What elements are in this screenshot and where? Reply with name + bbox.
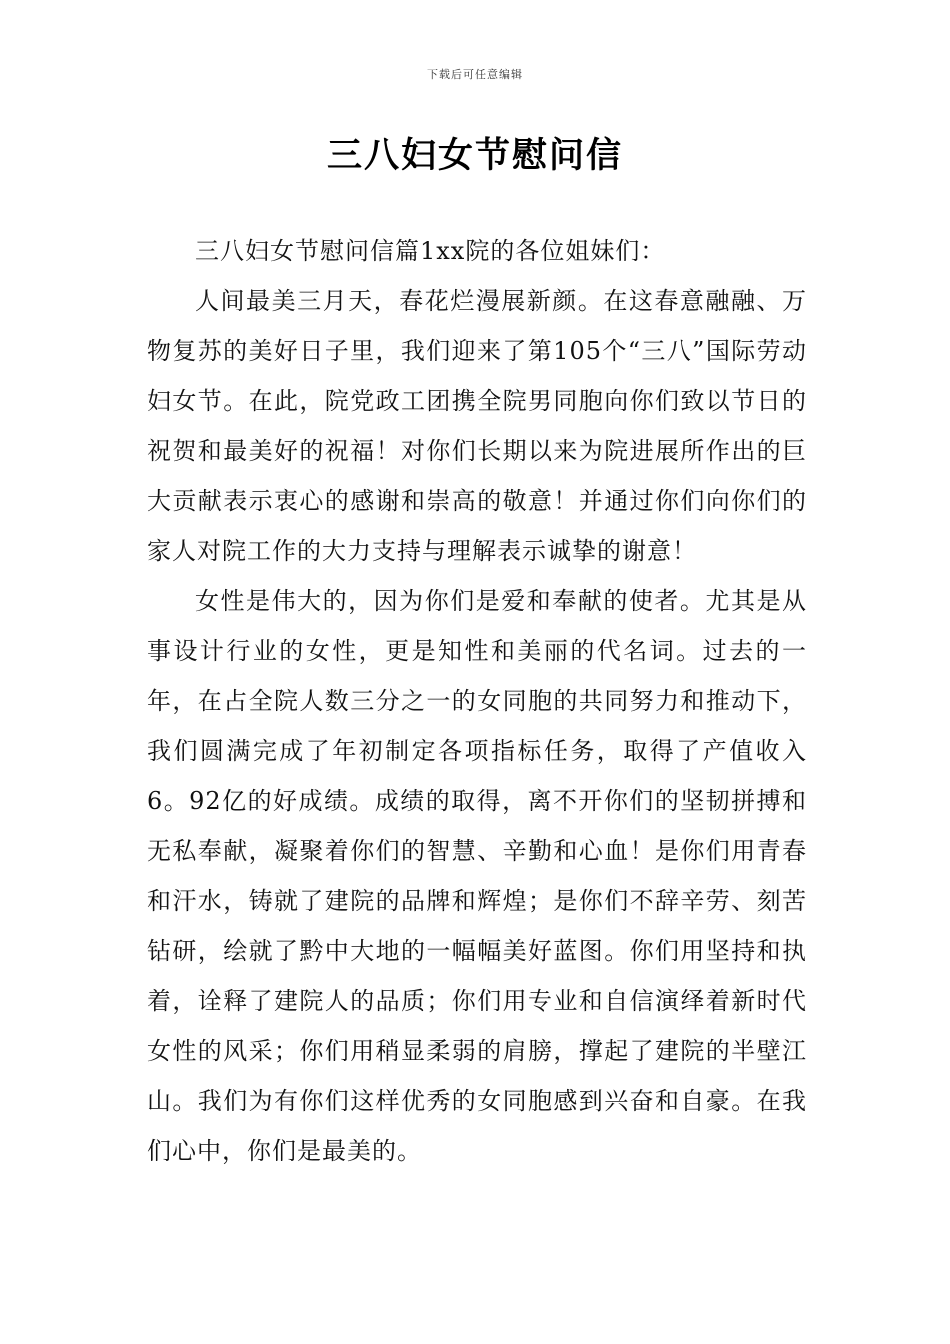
document-body [147,226,807,1176]
paragraph-1: 人间最美三月天，春花烂漫展新颜。在这春意融融、万物复苏的美好日子里，我们迎来了第105个“三八”国际劳动妇女节。在此，院党政工团携全院男同胞向你们致以节日的祝贺和最美好的祝福！对你们长期以来为院进展所作出的巨大贡献表示衷心的感谢和崇高的敬意！并通过你们向你们的家人对院工作的大力支持与理解表示诚挚的谢意！ [147,287,807,565]
document-title: 三八妇女节慰问信 [326,136,623,176]
paragraph-2: 女性是伟大的，因为你们是爱和奉献的使者。尤其是从事设计行业的女性，更是知性和美丽的代名词。过去的一年，在占全院人数三分之一的女同胞的共同努力和推动下，我们圆满完成了年初制定各项指标任务，取得了产值收入6。92亿的好成绩。成绩的取得，离不开你们的坚韧拼搏和无私奉献，凝聚着你们的智慧、辛勤和心血！是你们用青春和汗水，铸就了建院的品牌和辉煌；是你们不辞辛劳、刻苦钻研，绘就了黔中大地的一幅幅美好蓝图。你们用坚持和执着，诠释了建院人的品质；你们用专业和自信演绎着新时代女性的风采；你们用稍显柔弱的肩膀，撑起了建院的半壁江山。我们为有你们这样优秀的女同胞感到兴奋和自豪。在我们心中，你们是最美的。 [147,587,807,1165]
paragraph-greeting: 三八妇女节慰问信篇1xx院的各位姐妹们： [195,237,666,265]
header-note: 下载后可任意编辑 [427,68,523,81]
